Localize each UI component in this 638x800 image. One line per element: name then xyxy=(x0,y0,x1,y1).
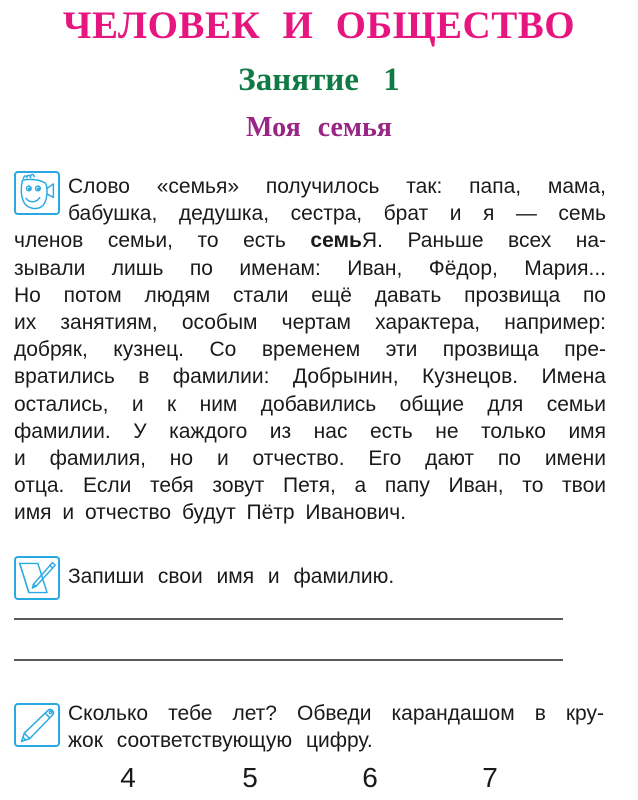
text-line: их занятиям, особым чертам характера, например: xyxy=(14,310,606,334)
age-option-5[interactable]: 5 xyxy=(242,762,258,793)
text-fragment: членов семьи, то есть xyxy=(14,229,311,253)
age-option-4[interactable]: 4 xyxy=(120,762,136,793)
instruction-text: жок соответствующую цифру. xyxy=(68,729,373,753)
answer-line-2[interactable] xyxy=(14,659,563,661)
section-title: ЧЕЛОВЕК И ОБЩЕСТВО xyxy=(62,4,576,47)
text-line: фамилии. У каждого из нас есть не только имя xyxy=(14,419,606,443)
lesson-subtitle: Моя семья xyxy=(246,112,392,143)
reading-text xyxy=(14,173,606,526)
text-line: вратились в фамилии: Добрынин, Кузнецов. Имена xyxy=(14,365,606,389)
instruction-text: Сколько тебе лет? Обведи карандашом в кру- xyxy=(68,702,604,725)
task-age-instruction xyxy=(68,700,608,754)
age-option-7[interactable]: 7 xyxy=(482,762,498,793)
text-line: бабушка, дедушка, сестра, брат и я — семь xyxy=(68,202,606,226)
text-line: и фамилия, но и отчество. Его дают по имени xyxy=(14,446,606,470)
text-line: имя и отчество будут Пётр Иванович. xyxy=(14,501,407,525)
text-fragment: Я. Раньше всех на- xyxy=(361,229,606,253)
bold-word: семь xyxy=(310,229,362,253)
instruction-text: Запиши свои имя и фамилию. xyxy=(68,565,395,588)
notepad-pen-icon xyxy=(14,556,60,600)
text-line xyxy=(14,227,606,254)
text-line: остались, и к ним добавились общие для семьи xyxy=(14,392,606,416)
task-write-name-instruction xyxy=(68,563,608,590)
age-option-6[interactable]: 6 xyxy=(362,762,378,793)
text-line: отца. Если тебя зовут Петя, а папу Иван, то твои xyxy=(14,474,606,498)
text-line: добряк, кузнец. Со временем эти прозвища пре- xyxy=(14,338,606,362)
pencil-icon xyxy=(14,703,60,747)
answer-line-1[interactable] xyxy=(14,618,563,620)
text-line: Но потом людям стали ещё давать прозвища по xyxy=(14,283,606,307)
text-line: зывали лишь по именам: Иван, Фёдор, Мария... xyxy=(14,256,606,280)
text-line: Слово «семья» получилось так: папа, мама, xyxy=(68,175,606,198)
lesson-title: Занятие 1 xyxy=(238,62,400,98)
